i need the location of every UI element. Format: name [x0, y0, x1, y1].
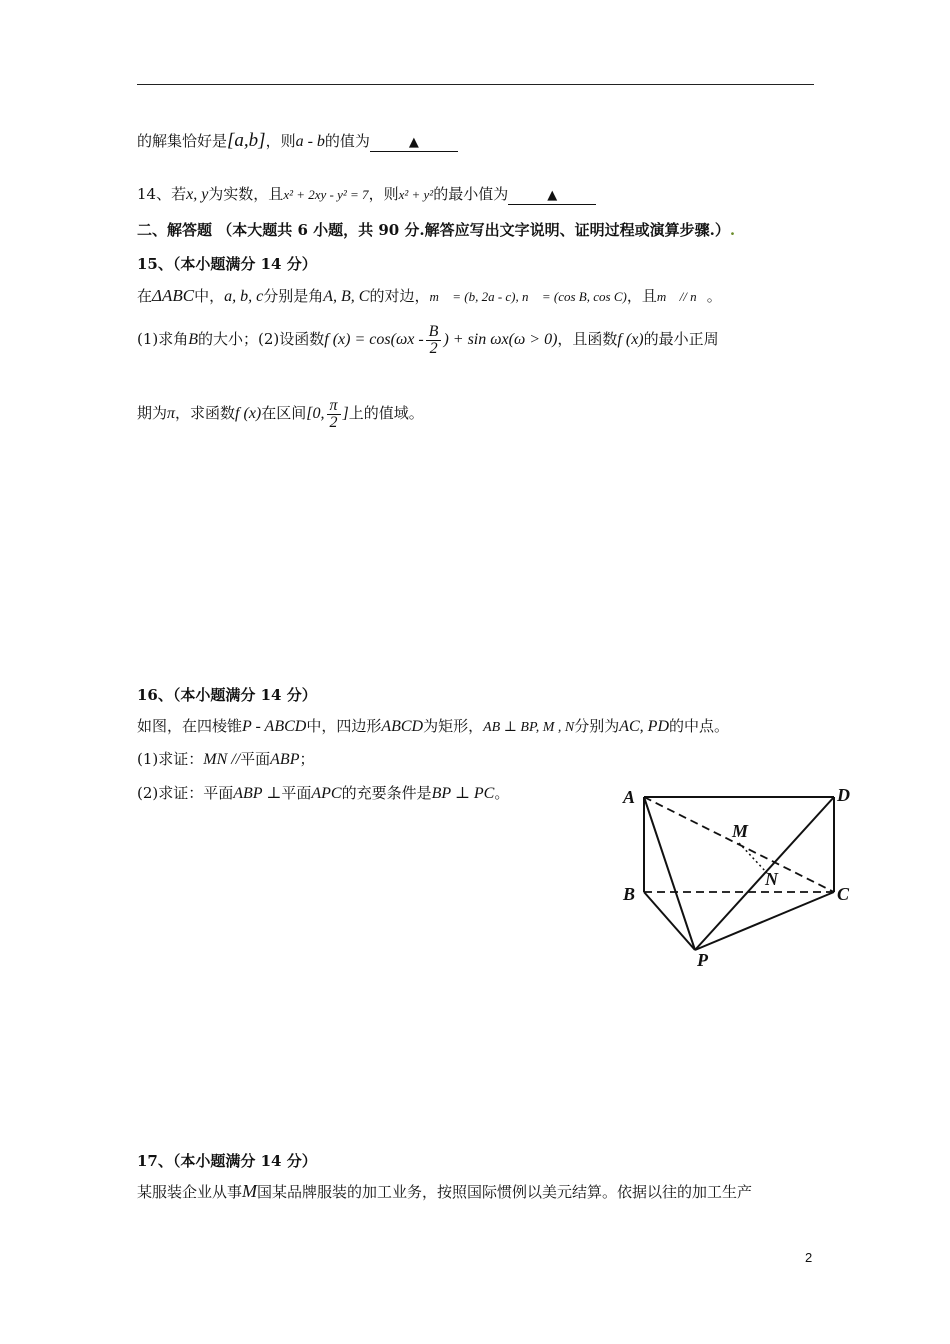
q16-text: 分别为	[574, 717, 620, 735]
q16-header	[137, 684, 317, 706]
q16-text: 中，四边形	[306, 717, 382, 735]
q15-text: 的大小；(2)设函数	[198, 330, 325, 348]
q17-text: 某服装企业从事	[137, 1183, 243, 1201]
segment-mn	[739, 843, 767, 873]
q15-text: 在区间	[261, 404, 307, 422]
plane-abp: ABP	[270, 751, 300, 768]
function-def-start: f (x) = cos(ωx -	[324, 331, 424, 348]
prev-text: 的解集恰好是	[137, 132, 228, 150]
q17-header-text: 17、（本小题满分 14 分）	[137, 1152, 317, 1170]
perp-condition: AB ⊥ BP, M , N	[483, 720, 575, 735]
vectors-parallel: m⃗ // n⃗	[656, 289, 707, 304]
triangle-abc: ΔABC	[152, 286, 195, 305]
label-a: A	[623, 787, 636, 807]
q15-line-3	[137, 395, 424, 432]
q14-vars: x, y	[186, 186, 209, 203]
q16-text: 的充要条件是	[341, 784, 432, 802]
prev-text-3: 的值为	[324, 132, 370, 150]
interval-start: [0,	[306, 405, 325, 422]
q15-text: 中，	[194, 287, 225, 305]
q16-text: 如图，在四棱锥	[137, 717, 243, 735]
bp-perp-pc: BP ⊥ PC	[431, 785, 495, 802]
q17-text: 国某品牌服装的加工业务，按照国际惯例以美元结算。依据以往的加工生产	[257, 1183, 753, 1201]
function-fx: f (x)	[235, 405, 262, 422]
q16-text: (1)求证：	[137, 750, 204, 768]
q16-line-2	[137, 748, 315, 771]
q15-text: 在	[137, 287, 153, 305]
label-p: P	[697, 950, 708, 970]
label-c: C	[837, 884, 850, 904]
answer-blank-14	[508, 186, 596, 205]
q15-header-text: 15、（本小题满分 14 分）	[137, 255, 317, 273]
q15-line-1	[137, 285, 722, 308]
label-m: M	[732, 821, 749, 841]
q15-text: 期为	[137, 404, 168, 422]
q15-text: ，且	[626, 287, 657, 305]
prev-problem-line	[137, 130, 458, 153]
sides-abc: a, b, c	[224, 288, 264, 305]
q15-text: ，且函数	[557, 330, 618, 348]
diagonal-ac	[644, 797, 834, 892]
fraction-b-over-2	[426, 324, 442, 357]
function-def-end: ) + sin ωx(ω > 0)	[443, 331, 558, 348]
expr-a-minus-b: a - b	[295, 133, 325, 150]
label-d: D	[837, 785, 850, 805]
country-m: M	[242, 1181, 258, 1201]
section-title-text: 二、解答题 （本大题共 6 小题，共 90 分.解答应写出文字说明、证明过程或演算步骤.）	[137, 221, 730, 239]
triangle-icon: ▲	[547, 188, 558, 203]
interval-end: ]	[342, 405, 349, 422]
q14-text: 为实数，且	[208, 185, 284, 203]
q16-text: 的中点。	[669, 717, 730, 735]
q16-line-3	[137, 782, 509, 805]
q16-text: ；	[299, 750, 315, 768]
fraction-pi-over-2	[327, 398, 341, 431]
plane-apc: APC	[311, 785, 342, 802]
page-number: 2	[805, 1250, 813, 1265]
question-14	[137, 183, 596, 206]
quad-name: ABCD	[381, 718, 424, 735]
q16-text: 平面	[240, 750, 271, 768]
q16-text: 为矩形，	[423, 717, 484, 735]
segments-ac-pd: AC, PD	[619, 718, 669, 735]
pyramid-name: P - ABCD	[242, 718, 307, 735]
q15-header	[137, 253, 317, 275]
vectors-mn: m⃗ = (b, 2a - c), n⃗ = (cos B, cos C)	[429, 289, 627, 304]
q16-text: 平面	[281, 784, 312, 802]
header-rule	[137, 84, 814, 85]
q14-number: 14、若	[137, 185, 187, 203]
q15-text: (1)求角	[137, 330, 189, 348]
green-dot: .	[729, 221, 736, 239]
answer-blank-13	[370, 133, 458, 152]
q14-text-2: ，则	[368, 185, 399, 203]
pyramid-figure	[615, 780, 870, 970]
q14-expression: x² + y²	[398, 187, 434, 202]
fraction-numerator: π	[327, 398, 341, 415]
q16-text: 。	[494, 784, 510, 802]
q14-equation: x² + 2xy - y² = 7	[283, 187, 369, 202]
angle-b: B	[188, 331, 199, 348]
q15-line-2	[137, 321, 719, 358]
q15-text: 。	[706, 287, 722, 305]
function-fx: f (x)	[617, 331, 644, 348]
interval-ab: [a,b]	[227, 130, 266, 151]
fraction-denominator: 2	[429, 339, 438, 357]
prev-text-2: ，则	[265, 132, 296, 150]
label-n: N	[765, 869, 778, 889]
q15-text: ，求函数	[175, 404, 236, 422]
pi-symbol: π	[167, 405, 176, 422]
edge-ap	[644, 797, 695, 950]
edge-bp	[644, 892, 695, 950]
q15-text: 的对边，	[369, 287, 430, 305]
q14-text-3: 的最小值为	[433, 185, 509, 203]
q16-line-1	[137, 715, 729, 739]
q15-text: 上的值域。	[348, 404, 424, 422]
q16-text: (2)求证：平面	[137, 784, 234, 802]
q17-line-1	[137, 1180, 752, 1203]
triangle-icon: ▲	[408, 135, 419, 150]
fraction-numerator: B	[426, 324, 442, 341]
edge-pc	[695, 892, 834, 950]
label-b: B	[623, 884, 636, 904]
mn-parallel: MN //	[203, 751, 241, 768]
section-title	[137, 219, 735, 241]
q17-header	[137, 1150, 317, 1172]
q16-header-text: 16、（本小题满分 14 分）	[137, 686, 317, 704]
angles-abc: A, B, C	[323, 288, 370, 305]
q15-text: 的最小正周	[643, 330, 719, 348]
plane-abp-perp: ABP ⊥	[233, 785, 282, 802]
fraction-denominator: 2	[329, 413, 338, 431]
q15-text: 分别是角	[263, 287, 324, 305]
